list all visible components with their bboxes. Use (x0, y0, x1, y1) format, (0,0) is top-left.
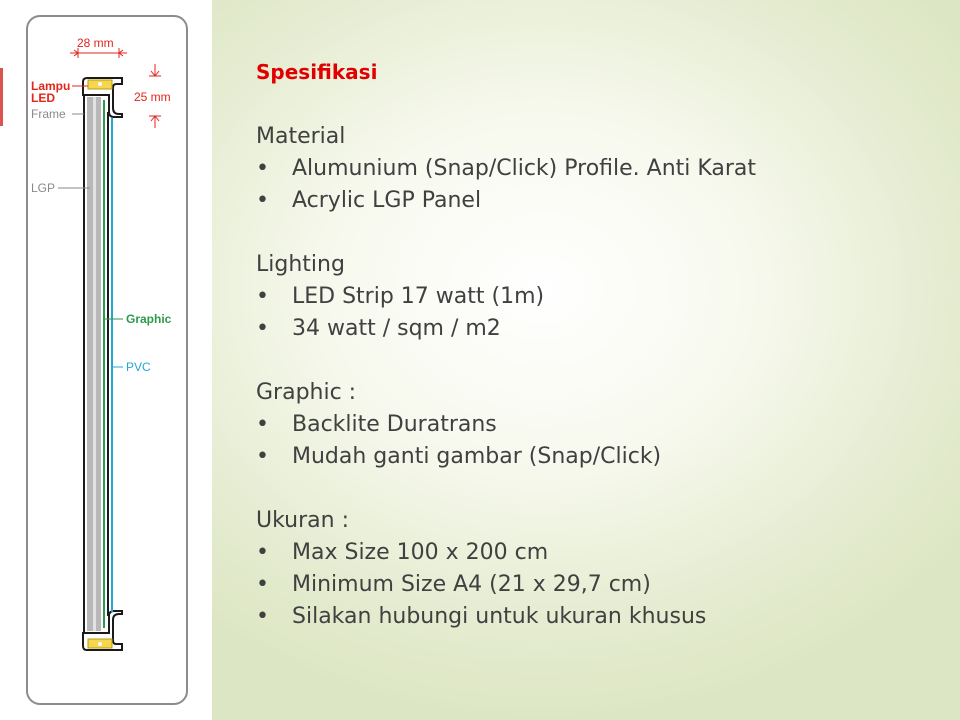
bullet-dot: • (256, 284, 269, 309)
list-item-text: Mudah ganti gambar (Snap/Click) (292, 444, 662, 469)
list-item-text: 34 watt / sqm / m2 (292, 316, 501, 341)
list-item-text: Silakan hubungi untuk ukuran khusus (292, 604, 707, 629)
list-item-text: Max Size 100 x 200 cm (292, 540, 549, 565)
list-item-text: Acrylic LGP Panel (292, 188, 482, 213)
bullet-dot: • (256, 188, 269, 213)
section-heading-lighting: Lighting (256, 252, 345, 277)
led-label: LED (31, 91, 55, 105)
bullet-dot: • (256, 412, 269, 437)
spec-title: Spesifikasi (256, 60, 378, 84)
lgp-label: LGP (31, 181, 56, 195)
width-label: 28 mm (77, 36, 114, 50)
lampu-label: Lampu (31, 79, 71, 93)
section-heading-ukuran: Ukuran : (256, 508, 349, 533)
diagram-panel (0, 0, 212, 720)
list-item-text: LED Strip 17 watt (1m) (292, 284, 545, 309)
list-item-text: Minimum Size A4 (21 x 29,7 cm) (292, 572, 651, 597)
bullet-dot: • (256, 604, 269, 629)
lightbox-cross-section-diagram (0, 0, 212, 720)
height-label: 25 mm (134, 90, 171, 104)
bullet-dot: • (256, 156, 269, 181)
graphic-label: Graphic (126, 312, 172, 326)
list-item-text: Backlite Duratrans (292, 412, 497, 437)
height-dimension (134, 64, 171, 128)
section-heading-material: Material (256, 124, 346, 149)
section-heading-graphic: Graphic : (256, 380, 357, 405)
bullet-dot: • (256, 316, 269, 341)
pvc-label: PVC (126, 360, 151, 374)
lgp-highlight (93, 97, 96, 631)
bullet-dot: • (256, 444, 269, 469)
width-dimension (70, 36, 127, 58)
bullet-dot: • (256, 540, 269, 565)
bullet-dot: • (256, 572, 269, 597)
list-item-text: Alumunium (Snap/Click) Profile. Anti Karat (292, 156, 757, 181)
frame-label: Frame (31, 107, 66, 121)
